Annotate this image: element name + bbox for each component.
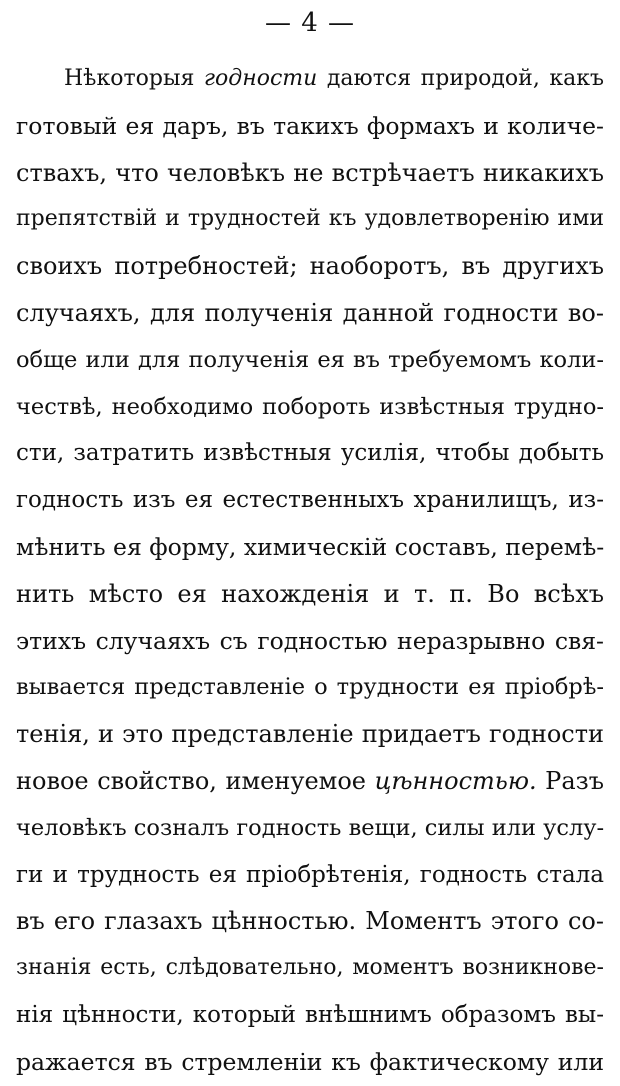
text-line-segment: чествѣ, необходимо побороть извѣстныя трудно- [16,393,604,420]
text-line [16,477,604,524]
text-line [16,430,604,477]
text-line-segment: ги и трудность ея пріобрѣтенія, годность стала [16,861,604,888]
text-line [16,571,604,618]
text-line-segment: ражается въ стремленіи къ фактическому или [16,1047,604,1076]
text-line-segment: ствахъ, что человѣкъ не встрѣчаетъ никакихъ [16,158,604,187]
text-line-segment: тенія, и это представленіе придаетъ годности [16,720,604,749]
text-line-segment: вывается представленіе о трудности ея пріобрѣ- [16,674,604,701]
text-line [16,150,604,197]
text-line [16,992,604,1039]
body-paragraph [16,56,604,1086]
text-line-segment: новое свойство, именуемое [16,766,375,795]
italic-term: цѣнностью. [374,766,537,795]
page-number: — 4 — [264,8,356,38]
text-line [16,1039,604,1086]
text-line-segment: мѣнить ея форму, химическій составъ, перемѣ- [16,532,604,561]
text-line-segment: этихъ случаяхъ съ годностью неразрывно свя- [16,626,604,655]
text-line [16,758,604,805]
text-line [16,337,604,384]
text-line [16,384,604,431]
text-line [16,290,604,337]
text-line [16,196,604,243]
text-line [16,243,604,290]
text-line [16,103,604,150]
text-line-segment: даются природой, какъ [317,66,604,91]
text-line-segment: препятствій и трудностей къ удовлетворенію ими [16,206,604,232]
text-line-segment: сти, затратить извѣстныя усилія, чтобы добыть [16,440,604,467]
text-line-segment: Нѣкоторыя [64,66,204,91]
text-line [16,805,604,852]
text-line [16,945,604,992]
text-line [16,56,604,103]
text-line [16,711,604,758]
text-line-segment: нить мѣсто ея нахожденія и т. п. Во всѣхъ [16,579,604,608]
text-line [16,898,604,945]
text-line [16,618,604,665]
text-line-segment: знанія есть, слѣдовательно, моментъ возникнове- [16,955,604,981]
text-line [16,664,604,711]
text-line-segment: въ его глазахъ цѣнностью. Моментъ этого со- [16,907,604,936]
text-line [16,524,604,571]
italic-term: годности [203,66,318,91]
text-line-segment: случаяхъ, для полученія данной годности во- [16,298,604,327]
text-line-segment: Разъ [536,766,604,795]
text-line [16,852,604,899]
text-line-segment: нія цѣнности, который внѣшнимъ образомъ вы- [16,1001,604,1028]
text-line-segment: годность изъ ея естественныхъ хранилищъ, из- [16,487,604,514]
text-line-segment: обще или для полученія ея въ требуемомъ коли- [16,346,604,373]
text-line-segment: готовый ея даръ, въ такихъ формахъ и количе- [16,111,604,140]
text-line-segment: своихъ потребностей; наоборотъ, въ другихъ [16,252,604,281]
text-line-segment: человѣкъ созналъ годность вещи, силы или услу- [16,814,604,841]
